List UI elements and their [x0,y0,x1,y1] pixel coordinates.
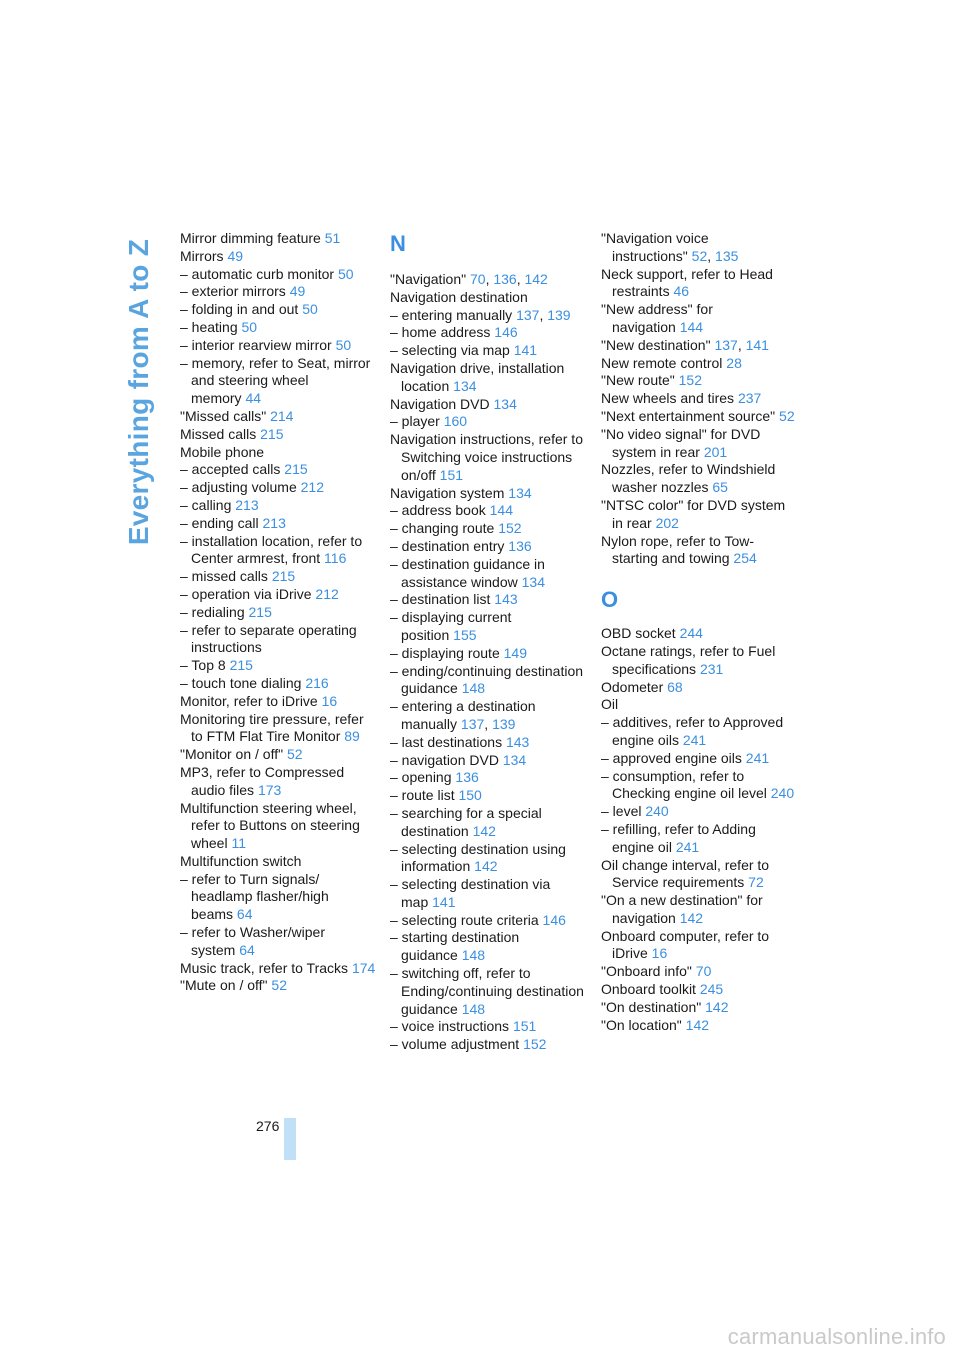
index-entry [601,372,797,390]
index-entry [601,266,797,302]
index-entry-text: – approved engine oils [601,749,742,766]
index-entry [390,502,586,520]
page-reference-link[interactable]: 50 [337,265,354,282]
index-entry-text: "New destination" [601,336,711,353]
page-reference-link[interactable]: 212 [315,585,339,602]
index-entry [601,390,797,408]
page-reference-link[interactable]: 237 [737,390,762,407]
index-entry [390,431,586,484]
index-letter-heading: N [390,231,406,256]
index-entry [390,396,586,414]
page-reference-link[interactable]: 11 [231,835,247,852]
index-entry [180,586,376,604]
index-entry-text: Missed calls [180,425,257,442]
page-reference-link[interactable]: 134 [493,395,517,412]
page-reference-link[interactable]: 231 [699,660,724,677]
page-reference-link[interactable]: 52 [691,247,708,264]
index-entry [180,319,376,337]
index-entry-text: Monitoring tire pressure, refer to FTM Flat Tire Monitor [180,710,364,745]
index-entry [601,999,797,1017]
index-entry [390,787,586,805]
index-entry-text: Multifunction steering wheel, refer to Buttons on steering wheel [180,799,360,852]
page-reference-link[interactable]: 240 [770,785,795,802]
page-reference-link[interactable]: 137 [714,336,738,353]
index-entry [180,426,376,444]
index-entry [601,301,797,337]
index-entry [180,408,376,426]
index-entry-text: New remote control [601,354,723,371]
index-entry-text: – selecting destination via map [390,876,551,910]
index-entry-text: – redialing [180,603,245,620]
index-entry-text: Octane ratings, refer to Fuel specifications [601,642,776,677]
index-entry-text: MP3, refer to Compressed audio files [180,763,345,798]
page-reference-link[interactable]: 148 [461,947,486,964]
page-reference-link[interactable]: 49 [227,247,244,264]
index-entry-text: "NTSC color" for DVD system in rear [601,496,786,531]
index-entry-text: – operation via iDrive [180,585,312,602]
page-reference-link[interactable]: 134 [521,573,545,590]
index-entry-text: – displaying current position [390,609,512,643]
index-entry [390,769,586,787]
index-entry [180,853,376,871]
index-entry [601,696,797,714]
index-entry [390,752,586,770]
page-reference-link[interactable]: 137 [516,306,540,323]
page-reference-link[interactable]: 216 [305,674,329,691]
page-reference-link[interactable]: 142 [705,998,729,1015]
index-entry-text: – opening [390,769,452,786]
index-entry-text: – home address [390,324,491,341]
page-reference-link[interactable]: 134 [508,484,532,501]
page-reference-link[interactable]: 151 [439,466,464,483]
index-entry-text: – volume adjustment [390,1036,520,1053]
page-reference-link[interactable]: 215 [248,603,272,620]
index-entry [180,568,376,586]
index-entry [390,1036,586,1054]
index-entry [601,963,797,981]
index-entry-text: – refer to Washer/wiper system [180,924,325,958]
page-reference-link[interactable]: 72 [748,874,764,891]
index-entry-text: Navigation DVD [390,395,490,412]
index-entry-text: "Navigation" [390,271,467,287]
index-entry [180,657,376,675]
index-entry-text: Monitor, refer to iDrive [180,692,318,709]
index-entry [180,622,376,658]
index-entry [601,750,797,768]
index-entry [601,768,797,804]
page-reference-link[interactable]: 16 [651,945,668,962]
page-reference-link[interactable]: 52 [779,407,795,424]
page-reference-link[interactable]: 143 [505,733,530,750]
index-entry [390,360,586,396]
index-entry [390,324,586,342]
index-entry-text: "Next entertainment source" [601,407,776,424]
page-reference-link[interactable]: 152 [523,1036,547,1053]
page-reference-link[interactable]: 201 [703,443,728,460]
index-entry-text: – additives, refer to Approved engine oils [601,714,784,748]
index-entry [180,924,376,960]
index-entry-text: – navigation DVD [390,751,499,768]
index-entry-text: Nozzles, refer to Windshield washer nozzles [601,461,776,496]
index-entry-text: – folding in and out [180,301,299,318]
index-column-1 [180,230,376,995]
index-entry-text: "Missed calls" [180,407,267,424]
index-entry-text: – route list [390,787,455,804]
index-entry [601,981,797,999]
index-entry-text: – adjusting volume [180,479,297,496]
index-entry-text: Mirror dimming feature [180,230,321,246]
page-reference-link[interactable]: 146 [542,911,566,928]
index-entry [180,230,376,248]
index-entry-text: – destination entry [390,537,505,554]
index-entry [180,675,376,693]
index-entry-text: – ending/continuing destination guidance [390,662,584,697]
index-entry [601,533,797,569]
page-reference-link[interactable]: 214 [270,407,294,424]
index-entry-text: – entering a destination manually [390,698,536,732]
index-entry: "New destination" 137, 141 [601,336,769,353]
index-entry-text: "On a new destination" for navigation [601,892,763,926]
page-reference-link[interactable]: 16 [321,692,338,709]
page-reference-link[interactable]: 146 [494,324,518,341]
index-entry-text: "No video signal" for DVD system in rear [601,425,761,460]
index-entry [180,515,376,533]
index-entry [180,800,376,853]
index-entry-text: – last destinations [390,733,503,750]
page-reference-link[interactable]: 152 [498,520,522,537]
index-entry-text: – heating [180,318,238,335]
index-entry-text: – address book [390,502,486,519]
index-entry-text: – player [390,413,440,430]
page-reference-link[interactable]: 135 [715,247,739,264]
index-entry [180,746,376,764]
index-entry-text: – ending call [180,514,259,531]
page-reference-link[interactable]: 160 [443,413,468,430]
page-reference-link[interactable]: 213 [235,496,259,513]
page-reference-link[interactable]: 215 [229,657,253,674]
page-reference-link[interactable]: 52 [286,746,303,763]
index-entry-text: – installation location, refer to Center armrest, front [180,532,363,567]
page-reference-link[interactable]: 241 [675,838,700,855]
index-entry [601,625,797,643]
index-entry [390,538,586,556]
page-reference-link[interactable]: 64 [236,906,253,923]
page-reference-link[interactable]: 137 [460,715,485,732]
page-reference-link[interactable]: 50 [302,301,318,318]
index-entry [601,928,797,964]
page-reference-link[interactable]: 148 [461,680,486,697]
page-reference-link[interactable]: 144 [679,318,704,335]
page-reference-link[interactable]: 65 [712,479,728,496]
page-reference-link[interactable]: 70 [695,963,712,980]
page-reference-link[interactable]: 142 [472,822,496,839]
page-reference-link[interactable]: 46 [673,283,690,300]
index-entry-text: – consumption, refer to Checking engine oil level [601,767,767,802]
index-entry-text: "Monitor on / off" [180,746,284,763]
index-entry [390,841,586,877]
page-reference-link[interactable]: 215 [284,461,308,478]
index-entry [390,805,586,841]
index-entry: – entering a destination manually 137, 139 [390,698,536,732]
index-entry-text: – selecting route criteria [390,911,539,928]
index-entry-text: – selecting via map [390,342,510,359]
index-entry [180,301,376,319]
index-entry-text: – displaying route [390,644,500,661]
page-reference-link[interactable]: 134 [453,377,477,394]
page-reference-link[interactable]: 241 [745,749,770,766]
page-reference-link[interactable]: 245 [699,981,724,998]
page-reference-link[interactable]: 212 [300,479,324,496]
index-entry: "Navigation voice instructions" 52, 135 [601,230,739,264]
page-reference-link[interactable]: 89 [344,728,360,745]
index-entry-text: – selecting destination using information [390,840,566,875]
index-entry-text: "Mute on / off" [180,977,268,994]
index-entry [601,1017,797,1035]
page-reference-link[interactable]: 134 [502,751,527,768]
index-entry-text: – changing route [390,520,495,537]
page-reference-link[interactable]: 116 [324,550,347,567]
page-reference-link[interactable]: 155 [453,626,477,643]
page-reference-link[interactable]: 151 [512,1018,537,1035]
index-entry [601,355,797,373]
page-reference-link[interactable]: 141 [745,336,769,353]
page-reference-link[interactable]: 64 [239,941,255,958]
index-entry [390,289,586,307]
page-number: 276 [256,1118,280,1134]
index-entry-text: "Navigation voice instructions" [601,230,709,264]
index-entry-text: Oil change interval, refer to Service requirements [601,856,770,891]
page-reference-link[interactable]: 142 [524,271,548,287]
page-reference-link[interactable]: 150 [458,787,482,804]
page-reference-link[interactable]: 244 [679,625,703,642]
index-entry [180,871,376,924]
index-letter-heading: O [601,587,619,613]
index-entry-text: – accepted calls [180,461,281,478]
page-reference-link[interactable]: 241 [682,731,707,748]
index-entry [601,857,797,893]
page-reference-link[interactable]: 142 [679,909,704,926]
page-reference-link[interactable]: 136 [508,537,532,554]
page-reference-link[interactable]: 213 [262,514,286,531]
index-entry [390,413,586,431]
index-entry [601,803,797,821]
page-reference-link[interactable]: 142 [685,1016,710,1033]
index-entry-text: – entering manually [390,306,513,323]
index-entry [601,497,797,533]
index-entry [601,426,797,462]
index-entry [601,679,797,697]
index-entry [390,556,586,592]
index-entry-text: – exterior mirrors [180,283,286,300]
index-entry-text: – level [601,803,642,820]
page-reference-link[interactable]: 142 [474,858,498,875]
index-entry [180,977,376,995]
index-entry-text: Odometer [601,678,664,695]
index-entry [390,912,586,930]
index-entry-text: – switching off, refer to Ending/continuing destination guidance [390,965,584,1017]
page-reference-link[interactable]: 202 [655,514,679,531]
index-entry [180,497,376,515]
page-reference-link[interactable]: 51 [324,230,341,246]
page-reference-link[interactable]: 49 [289,283,306,300]
index-entry-text: Navigation instructions, refer to Switching voice instructions on/off [390,431,583,483]
index-entry [180,960,376,978]
index-entry [390,485,586,503]
index-entry-text: – touch tone dialing [180,674,302,691]
index-entry-text: Navigation destination [390,288,528,305]
index-entry-text: – destination guidance in assistance window [390,555,545,590]
index-entry-text: Nylon rope, refer to Tow-starting and towing [601,532,755,567]
page-reference-link[interactable]: 52 [271,977,287,994]
index-entry [601,892,797,928]
watermark: carmanualsonline.info [727,1324,946,1349]
index-column-2 [390,230,586,1054]
page-reference-link[interactable]: 143 [494,591,518,608]
index-entry: – entering manually 137, 139 [390,306,571,323]
index-entry [180,461,376,479]
index-entry-text: Mobile phone [180,443,265,460]
index-entry [180,604,376,622]
index-entry [390,929,586,965]
index-entry-text: Navigation drive, installation location [390,359,565,394]
index-entry-text: – destination list [390,591,491,608]
index-entry [390,520,586,538]
index-entry [601,408,797,426]
page-reference-link[interactable]: 136 [493,271,517,287]
index-entry [601,821,797,857]
page-reference-link[interactable]: 173 [257,781,282,798]
index-entry-text: Onboard toolkit [601,981,696,998]
page-reference-link[interactable]: 254 [733,550,757,567]
page-reference-link[interactable]: 139 [547,306,571,323]
index-entry-text: – refer to Turn signals/ headlamp flasher/high beams [180,870,329,923]
index-entry [601,461,797,497]
page-reference-link[interactable]: 215 [260,425,284,442]
index-entry [180,283,376,301]
index-entry-text: – missed calls [180,568,268,585]
index-entry-text: – calling [180,496,232,513]
index-entry-text: – interior rearview mirror [180,336,332,353]
index-entry-text: – starting destination guidance [390,929,520,964]
index-entry [180,711,376,747]
index-entry [180,248,376,266]
page-reference-link[interactable]: 44 [245,390,262,407]
page-reference-link[interactable]: 149 [503,644,527,661]
index-entry [390,591,586,609]
index-entry-text: – voice instructions [390,1018,510,1035]
index-entry [390,965,586,1018]
index-entry-text: – refer to separate operating instructions [180,621,357,656]
index-entry [390,876,586,912]
index-entry [390,342,586,360]
index-column-3 [601,230,797,1034]
index-entry-text: Mirrors [180,247,224,264]
index-entry-text: – automatic curb monitor [180,265,335,282]
page-reference-link[interactable]: 68 [667,678,683,695]
index-entry [180,266,376,284]
page-reference-link[interactable]: 141 [432,893,456,910]
index-entry-text: – Top 8 [180,657,226,674]
index-entry-text: Neck support, refer to Head restraints [601,265,773,300]
page-reference-link[interactable]: 70 [469,271,486,287]
index-entry [390,734,586,752]
page-reference-link[interactable]: 174 [351,959,376,976]
index-entry [180,764,376,800]
index-entry-text: "On destination" [601,998,702,1015]
index-entry-text: Navigation system [390,484,505,501]
index-entry [180,479,376,497]
corner-accent-bar [284,1118,296,1160]
index-entry-text: New wheels and tires [601,390,735,407]
index-entry-text: "New address" for navigation [601,301,713,335]
index-entry [601,714,797,750]
index-entry [390,663,586,699]
index-entry [390,1018,586,1036]
index-entry-text: – memory, refer to Seat, mirror and steering wheel memory [180,354,371,407]
index-entry [390,645,586,663]
page-reference-link[interactable]: 152 [678,372,702,389]
index-entry-text: Onboard computer, refer to iDrive [601,927,770,962]
page-reference-link[interactable]: 148 [461,1000,486,1017]
index-entry-text: "On location" [601,1016,682,1033]
index-entry-text: "Onboard info" [601,963,692,980]
index-entry: "Navigation" 70, 136, 142 [390,271,548,287]
section-title-vertical [122,232,156,552]
page-reference-link[interactable]: 240 [645,803,669,820]
index-entry-text: Music track, refer to Tracks [180,959,349,976]
page-reference-link[interactable]: 28 [726,354,742,371]
index-entry-text: OBD socket [601,625,676,642]
index-entry [180,355,376,408]
index-entry-text: Oil [601,696,619,713]
index-entry-text: Multifunction switch [180,852,302,869]
page-reference-link[interactable]: 136 [455,769,479,786]
page-reference-link[interactable]: 144 [489,502,513,519]
index-entry-text: – refilling, refer to Adding engine oil [601,820,756,855]
index-entry [390,609,586,645]
page-reference-link[interactable]: 139 [492,715,516,732]
index-entry [180,693,376,711]
index-entry [180,444,376,462]
page-reference-link[interactable]: 141 [513,342,538,359]
page-reference-link[interactable]: 50 [241,318,258,335]
index-entry [601,643,797,679]
index-entry [180,533,376,569]
index-entry [180,337,376,355]
page-reference-link[interactable]: 215 [271,568,296,585]
section-title-text: Everything from A to Z [123,238,155,546]
index-entry-text: "New route" [601,372,675,389]
index-entry-text: – searching for a special destination [390,804,542,839]
page-reference-link[interactable]: 50 [335,336,352,353]
